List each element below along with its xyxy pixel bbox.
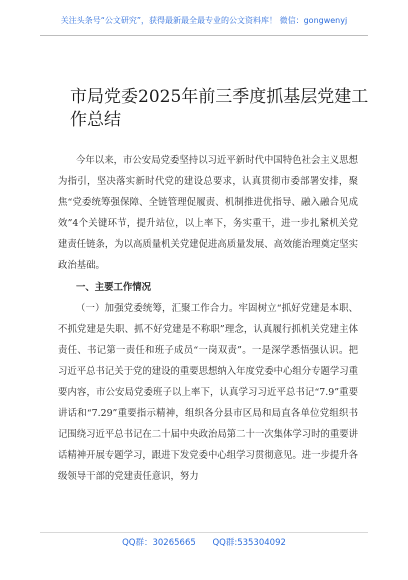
section-heading: 一、主要工作情况 <box>76 281 152 293</box>
header-divider <box>40 35 368 36</box>
footer-qq-group-2: QQ群:535304092 <box>212 538 286 548</box>
footer-qq-group-1: QQ群：30265665 <box>122 538 196 548</box>
document-title: 市局党委2025年前三季度抓基层党建工作总结 <box>70 87 369 130</box>
footer-divider <box>40 532 368 533</box>
intro-paragraph: 今年以来，市公安局党委坚持以习近平新时代中国特色社会主义思想为指引，坚决落实新时代党的建设总要求，认真贯彻市委部署安排，聚焦“党委统筹强保障、全链管理促履责、机制推进优指导、融入融合见成效”4个关键环节，提升站位，以上率下，务实重干，进一步扎紧机关党建责任链条，为以高质量机关党建促进高质量发展、高效能治理奠定坚实政治基础。 <box>58 155 359 272</box>
section-paragraph: （一）加强党委统筹，汇聚工作合力。牢固树立“抓好党建是本职、不抓党建是失职、抓不好党建是不称职”理念，认真履行抓机关党建主体责任、书记第一责任和班子成员“一岗双责”。一是深学悉悟强认识。把习近平总书记关于党的建设的重要思想纳入年度党委中心组分专题学习重要内容，市公安局党委班子以上率下，认真学习习近平总书记“7.9”重要讲话和“7.29”重要指示精神，组织各分县市区局和局直各单位党组织书记围绕习近平总书记在二十届中央政治局第二十一次集体学习时的重要讲话精神开展专题学习，跟进下发党委中心组学习贯彻意见。进一步提升各级领导干部的党建责任意识，努力 <box>58 302 359 483</box>
document-body <box>58 150 358 488</box>
footer <box>0 538 408 548</box>
header-banner: 关注头条号“公文研究”，获得最新最全最专业的公文资料库！ 微信：gongwenyj <box>60 16 348 25</box>
